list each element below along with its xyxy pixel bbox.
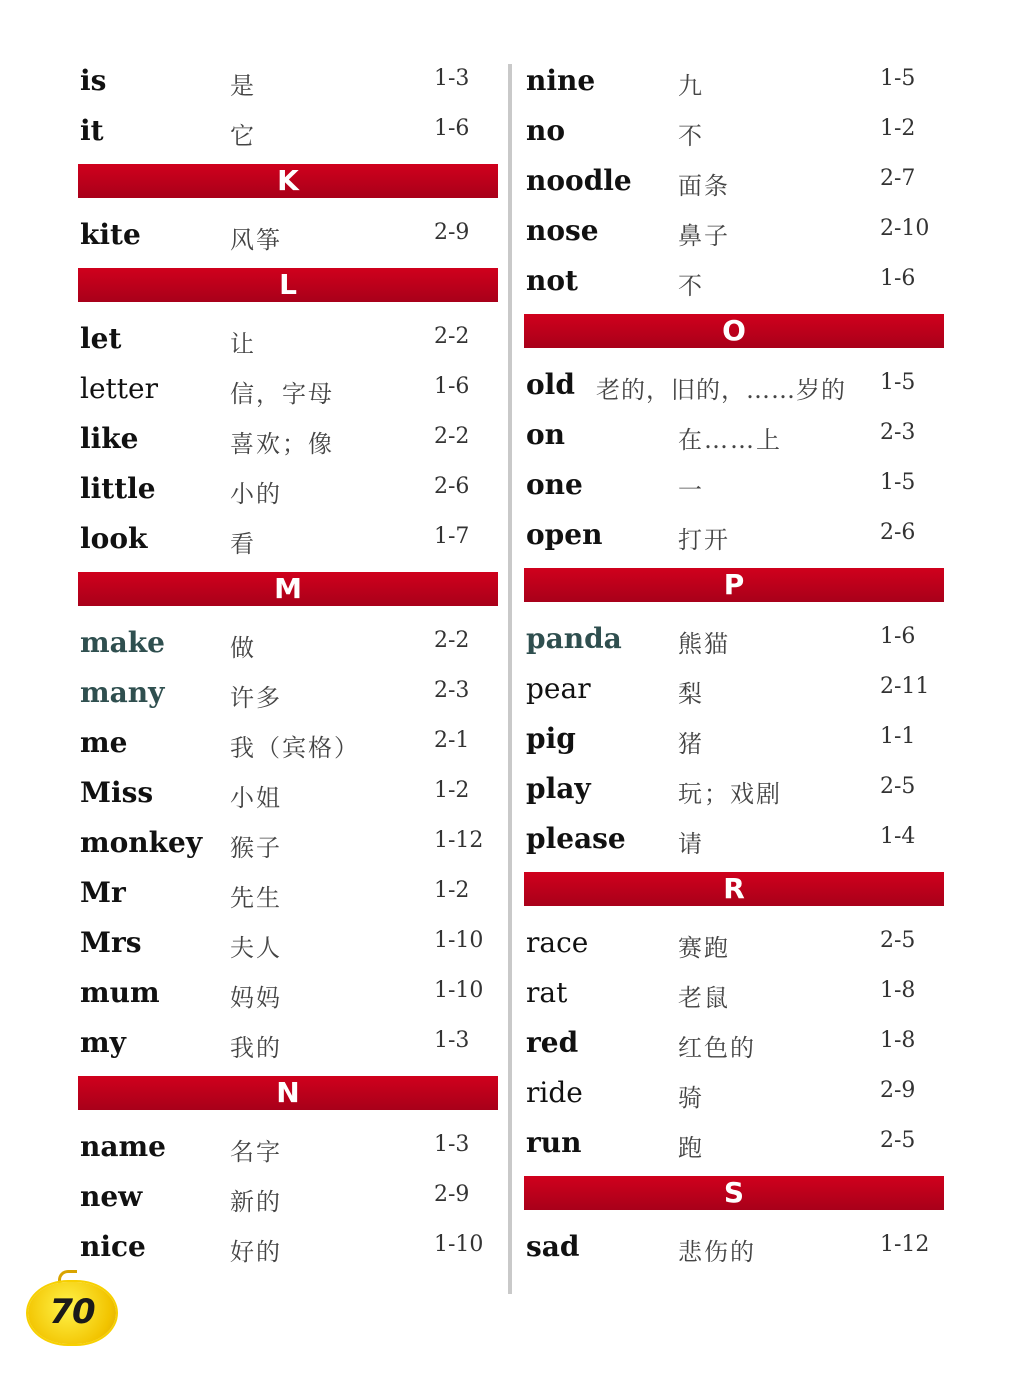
left-column <box>78 56 498 1272</box>
entry-meaning: 不 <box>678 272 704 300</box>
entry-word: me <box>80 726 128 759</box>
entry-unit: 2-3 <box>434 678 470 703</box>
entry-word: nine <box>526 64 596 97</box>
entry-meaning: 老的，旧的，……岁的 <box>596 376 846 404</box>
entry-meaning: 鼻子 <box>678 222 730 250</box>
list-item <box>524 614 944 664</box>
list-item <box>78 364 498 414</box>
entry-word: nose <box>526 214 599 247</box>
list-item <box>524 1222 944 1272</box>
entry-word: open <box>526 518 603 551</box>
list-item <box>524 56 944 106</box>
list-item <box>78 106 498 156</box>
entry-unit: 1-3 <box>434 66 470 91</box>
list-item <box>78 618 498 668</box>
list-item <box>524 814 944 864</box>
entry-unit: 1-7 <box>434 524 470 549</box>
entry-word: ride <box>526 1076 583 1109</box>
entry-meaning: 在……上 <box>678 426 782 454</box>
entry-unit: 2-5 <box>880 928 916 953</box>
entry-unit: 2-2 <box>434 324 470 349</box>
entry-unit: 2-2 <box>434 424 470 449</box>
entry-unit: 1-6 <box>880 266 916 291</box>
list-item <box>78 868 498 918</box>
entry-word: Miss <box>80 776 154 809</box>
list-item <box>524 460 944 510</box>
list-item <box>78 918 498 968</box>
entry-word: name <box>80 1130 166 1163</box>
entry-word: run <box>526 1126 582 1159</box>
list-item <box>78 818 498 868</box>
entry-word: new <box>80 1180 143 1213</box>
entry-word: Mr <box>80 876 126 909</box>
column-divider <box>508 64 512 1294</box>
section-header-r: R <box>524 872 944 906</box>
entry-unit: 1-1 <box>880 724 916 749</box>
entry-meaning: 玩；戏剧 <box>678 780 782 808</box>
entry-word: red <box>526 1026 579 1059</box>
entry-unit: 2-11 <box>880 674 930 699</box>
entry-word: pig <box>526 722 576 755</box>
list-item <box>524 664 944 714</box>
list-item <box>78 414 498 464</box>
entry-unit: 2-9 <box>434 220 470 245</box>
entry-word: kite <box>80 218 141 251</box>
entry-word: noodle <box>526 164 632 197</box>
entry-meaning: 骑 <box>678 1084 704 1112</box>
entry-unit: 1-4 <box>880 824 916 849</box>
entry-word: on <box>526 418 566 451</box>
entry-meaning: 小姐 <box>230 784 282 812</box>
entry-meaning: 做 <box>230 634 256 662</box>
entry-unit: 1-8 <box>880 1028 916 1053</box>
entry-word: rat <box>526 976 568 1009</box>
entry-meaning: 悲伤的 <box>678 1238 756 1266</box>
entry-word: little <box>80 472 156 505</box>
entry-unit: 1-12 <box>434 828 484 853</box>
entry-unit: 1-10 <box>434 978 484 1003</box>
list-item <box>524 410 944 460</box>
entry-unit: 1-10 <box>434 928 484 953</box>
entry-meaning: 面条 <box>678 172 730 200</box>
entry-unit: 2-7 <box>880 166 916 191</box>
entry-word: my <box>80 1026 126 1059</box>
list-item <box>524 714 944 764</box>
page-number: 70 <box>49 1292 95 1332</box>
entry-unit: 2-9 <box>880 1078 916 1103</box>
list-item <box>524 156 944 206</box>
entry-meaning: 请 <box>678 830 704 858</box>
list-item <box>524 1018 944 1068</box>
entry-unit: 2-1 <box>434 728 470 753</box>
entry-word: one <box>526 468 583 501</box>
list-item <box>524 968 944 1018</box>
entry-unit: 1-8 <box>880 978 916 1003</box>
entry-unit: 2-10 <box>880 216 930 241</box>
entry-meaning: 跑 <box>678 1134 704 1162</box>
list-item <box>78 1172 498 1222</box>
entry-word: nice <box>80 1230 146 1263</box>
entry-meaning: 它 <box>230 122 256 150</box>
entry-word: Mrs <box>80 926 142 959</box>
section-header-s: S <box>524 1176 944 1210</box>
entry-unit: 2-6 <box>434 474 470 499</box>
list-item <box>524 206 944 256</box>
entry-unit: 1-3 <box>434 1132 470 1157</box>
entry-meaning: 许多 <box>230 684 282 712</box>
entry-unit: 1-2 <box>434 878 470 903</box>
entry-word: look <box>80 522 148 555</box>
entry-meaning: 九 <box>678 72 704 100</box>
entry-word: it <box>80 114 104 147</box>
entry-word: race <box>526 926 589 959</box>
list-item <box>78 668 498 718</box>
entry-meaning: 不 <box>678 122 704 150</box>
entry-unit: 2-6 <box>880 520 916 545</box>
entry-unit: 1-6 <box>434 116 470 141</box>
entry-meaning: 老鼠 <box>678 984 730 1012</box>
entry-meaning: 赛跑 <box>678 934 730 962</box>
list-item <box>524 764 944 814</box>
entry-meaning: 先生 <box>230 884 282 912</box>
entry-meaning: 新的 <box>230 1188 282 1216</box>
section-header-l: L <box>78 268 498 302</box>
entry-meaning: 熊猫 <box>678 630 730 658</box>
entry-unit: 2-5 <box>880 774 916 799</box>
entry-word: no <box>526 114 566 147</box>
entry-meaning: 我（宾格） <box>230 734 360 762</box>
entry-unit: 1-3 <box>434 1028 470 1053</box>
list-item <box>78 718 498 768</box>
entry-meaning: 妈妈 <box>230 984 282 1012</box>
list-item <box>78 768 498 818</box>
entry-word: like <box>80 422 139 455</box>
entry-unit: 2-5 <box>880 1128 916 1153</box>
list-item <box>524 1118 944 1168</box>
list-item <box>78 210 498 260</box>
entry-word: monkey <box>80 826 203 859</box>
entry-word: sad <box>526 1230 580 1263</box>
entry-meaning: 风筝 <box>230 226 282 254</box>
entry-meaning: 红色的 <box>678 1034 756 1062</box>
entry-meaning: 信，字母 <box>230 380 334 408</box>
entry-word: make <box>80 626 165 659</box>
entry-unit: 1-10 <box>434 1232 484 1257</box>
list-item <box>524 1068 944 1118</box>
entry-unit: 1-12 <box>880 1232 930 1257</box>
entry-unit: 1-6 <box>880 624 916 649</box>
list-item <box>78 968 498 1018</box>
entry-word: letter <box>80 372 158 405</box>
entry-word: pear <box>526 672 591 705</box>
list-item <box>78 514 498 564</box>
section-header-k: K <box>78 164 498 198</box>
entry-word: panda <box>526 622 622 655</box>
list-item <box>524 510 944 560</box>
list-item <box>524 256 944 306</box>
entry-unit: 1-2 <box>880 116 916 141</box>
list-item <box>78 1222 498 1272</box>
entry-word: please <box>526 822 626 855</box>
list-item <box>78 1122 498 1172</box>
entry-meaning: 打开 <box>678 526 730 554</box>
entry-meaning: 让 <box>230 330 256 358</box>
section-header-m: M <box>78 572 498 606</box>
list-item <box>78 1018 498 1068</box>
entry-unit: 2-2 <box>434 628 470 653</box>
entry-word: many <box>80 676 165 709</box>
list-item <box>524 918 944 968</box>
entry-unit: 1-5 <box>880 470 916 495</box>
entry-meaning: 小的 <box>230 480 282 508</box>
entry-meaning: 梨 <box>678 680 704 708</box>
entry-meaning: 是 <box>230 72 256 100</box>
entry-meaning: 喜欢；像 <box>230 430 334 458</box>
section-header-n: N <box>78 1076 498 1110</box>
entry-unit: 1-5 <box>880 66 916 91</box>
entry-word: old <box>526 368 575 401</box>
entry-unit: 2-9 <box>434 1182 470 1207</box>
entry-word: play <box>526 772 591 805</box>
list-item <box>78 56 498 106</box>
entry-word: is <box>80 64 107 97</box>
entry-unit: 1-5 <box>880 370 916 395</box>
entry-meaning: 猴子 <box>230 834 282 862</box>
section-header-o: O <box>524 314 944 348</box>
entry-meaning: 一 <box>678 476 704 504</box>
entry-meaning: 名字 <box>230 1138 282 1166</box>
entry-word: not <box>526 264 578 297</box>
entry-meaning: 夫人 <box>230 934 282 962</box>
entry-meaning: 看 <box>230 530 256 558</box>
list-item <box>524 106 944 156</box>
list-item <box>78 314 498 364</box>
entry-word: let <box>80 322 122 355</box>
entry-word: mum <box>80 976 160 1009</box>
entry-unit: 2-3 <box>880 420 916 445</box>
entry-meaning: 好的 <box>230 1238 282 1266</box>
entry-meaning: 猪 <box>678 730 704 758</box>
list-item <box>524 360 944 410</box>
entry-meaning: 我的 <box>230 1034 282 1062</box>
right-column <box>524 56 944 1272</box>
entry-unit: 1-2 <box>434 778 470 803</box>
list-item <box>78 464 498 514</box>
section-header-p: P <box>524 568 944 602</box>
entry-unit: 1-6 <box>434 374 470 399</box>
